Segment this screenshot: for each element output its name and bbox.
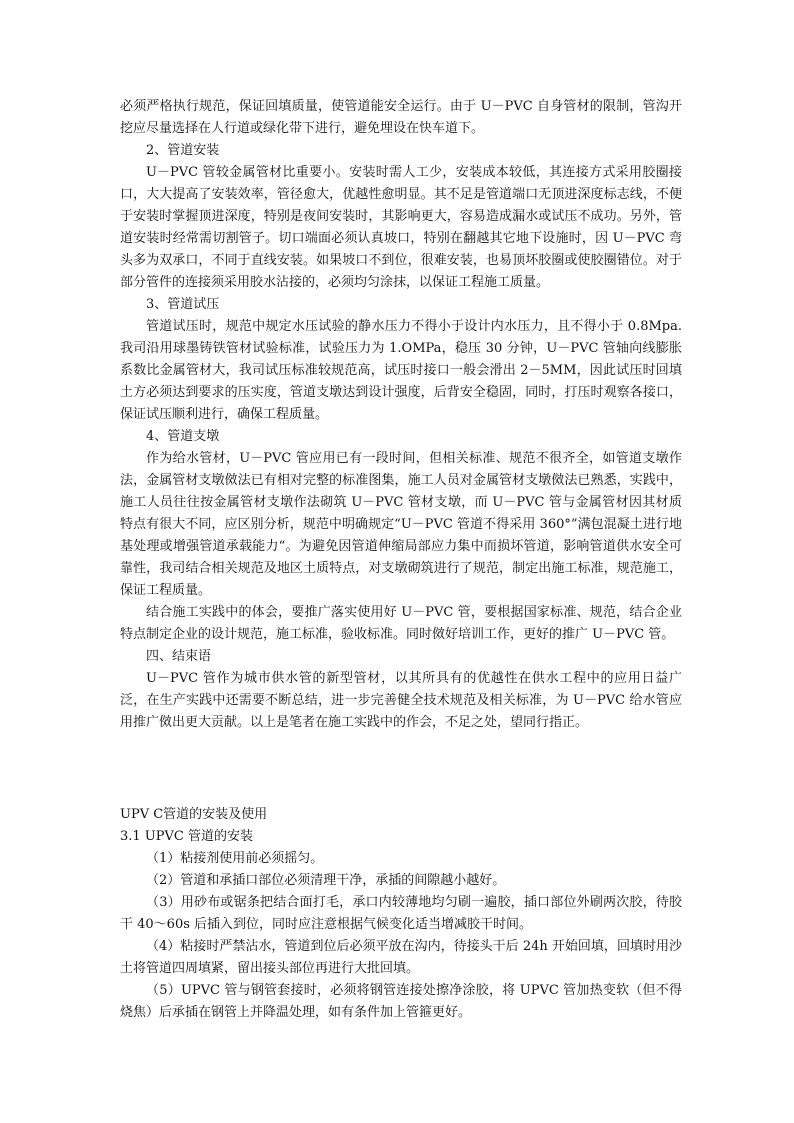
article-section-b (120, 804, 682, 1024)
list-item: （4）粘接时严禁沾水，管道到位后必须平放在沟内，待接头干后 24h 开始回填，回填时用沙土将管道四周填紧，留出接头部位再进行大批回填。 (120, 939, 682, 976)
heading-conclusion: 四、结束语 (146, 649, 212, 664)
heading-pipe-support: 4、管道支墩 (146, 429, 220, 444)
section-subtitle: 3.1 UPVC 管道的安装 (120, 829, 253, 844)
paragraph-pipe-installation: U－PVC 管较金属管材比重要小。安装时需人工少，安装成本较低，其连接方式采用胶圈接口，大大提高了安装效率，管径愈大，优越性愈明显。其不足是管道端口无顶进深度标志线，不便于安装时掌握顶进深度，特别是夜间安装时，其影响更大，容易造成漏水或试压不成功。另外，管道安装时经常需切割管子。切口端面必须认真坡口，特别在翻越其它地下设施时，因 U－PVC 弯头多为双承口，不同于直线安装。如果坡口不到位，很难安装，也易顶坏胶圈或使胶圈错位。对于部分管件的连接须采用胶水沾接的，必须均匀涂抹，以保证工程施工质量。 (120, 165, 682, 290)
heading-pressure-test: 3、管道试压 (146, 297, 220, 312)
list-item: （1）粘接剂使用前必须摇匀。 (146, 851, 324, 866)
paragraph-backfill: 必须严格执行规范，保证回填质量，使管道能安全运行。由于 U－PVC 自身管材的限制，管沟开挖应尽量选择在人行道或绿化带下进行，避免埋设在快车道下。 (120, 99, 682, 136)
paragraph-practice: 结合施工实践中的体会，要推广落实使用好 U－PVC 管，要根据国家标准、规范，结合企业特点制定企业的设计规范，施工标准，验收标准。同时傚好培训工作，更好的推广 U－PVC 管。 (120, 605, 682, 642)
list-item: （5）UPVC 管与钢管套接时，必须将钢管连接处擦净涂胶，将 UPVC 管加热变软（但不得烧焦）后承插在钢管上并降温处理，如有条件加上管箍更好。 (120, 983, 682, 1020)
paragraph-pressure-test: 管道试压时，规范中规定水压试验的静水压力不得小于设计内水压力，且不得小于 0.8Mpa.我司沿用球墨铸铁管材试验标准，试验压力为 1.OMPa，稳压 30 分钟，U－PVC 管轴向线膨胀系数比金属管材大，我司试压标准较规范高，试压时接口一般会滑出 2－5MM，因此试压时回填土方必须达到要求的压实度，管道支墩达到设计强度，后背安全稳固，同时，打压时观察各接口，保证试压顺利进行，确保工程质量。 (120, 319, 682, 422)
paragraph-pipe-support: 作为给水管材，U－PVC 管应用已有一段时间，但相关标准、规范不很齐全，如管道支墩作法，金属管材支墩傚法已有相对完整的标准图集，施工人员对金属管材支墩傚法已熟悉，实践中，施工人员往往按金属管材支墩作法砌筑 U－PVC 管材支墩，而 U－PVC 管与金属管材因其材质特点有很大不同，应区别分析，规范中明确规定“U－PVC 管道不得采用 360°”满包混凝土进行地基处理或增强管道承载能力“。为避免因管道伸缩局部应力集中而损坏管道，影响管道供水安全可靠性，我司结合相关规范及地区土质特点，对支墩砌筑进行了规范，制定出施工标准，规范施工，保证工程质量。 (120, 451, 682, 598)
article-section-a (120, 96, 682, 734)
list-item: （2）管道和承插口部位必须清理干净，承插的间隙越小越好。 (146, 873, 506, 888)
section-title: UPV C管道的安装及使用 (120, 807, 268, 822)
list-item: （3）用砂布或锯条把结合面打毛，承口内较薄地均匀刷一遍胶，插口部位外刷两次胶，待胶干 40～60s 后插入到位，同时应注意根据气候变化适当增减胶干时间。 (120, 895, 682, 932)
heading-pipe-installation: 2、管道安装 (146, 143, 220, 158)
paragraph-conclusion: U－PVC 管作为城市供水管的新型管材，以其所具有的优越性在供水工程中的应用日益广泛，在生产实践中还需要不断总结，进一步完善健全技术规范及相关标准，为 U－PVC 给水管应用推广傚出更大贡献。以上是笔者在施工实践中的作会，不足之处，望同行指正。 (120, 671, 682, 730)
